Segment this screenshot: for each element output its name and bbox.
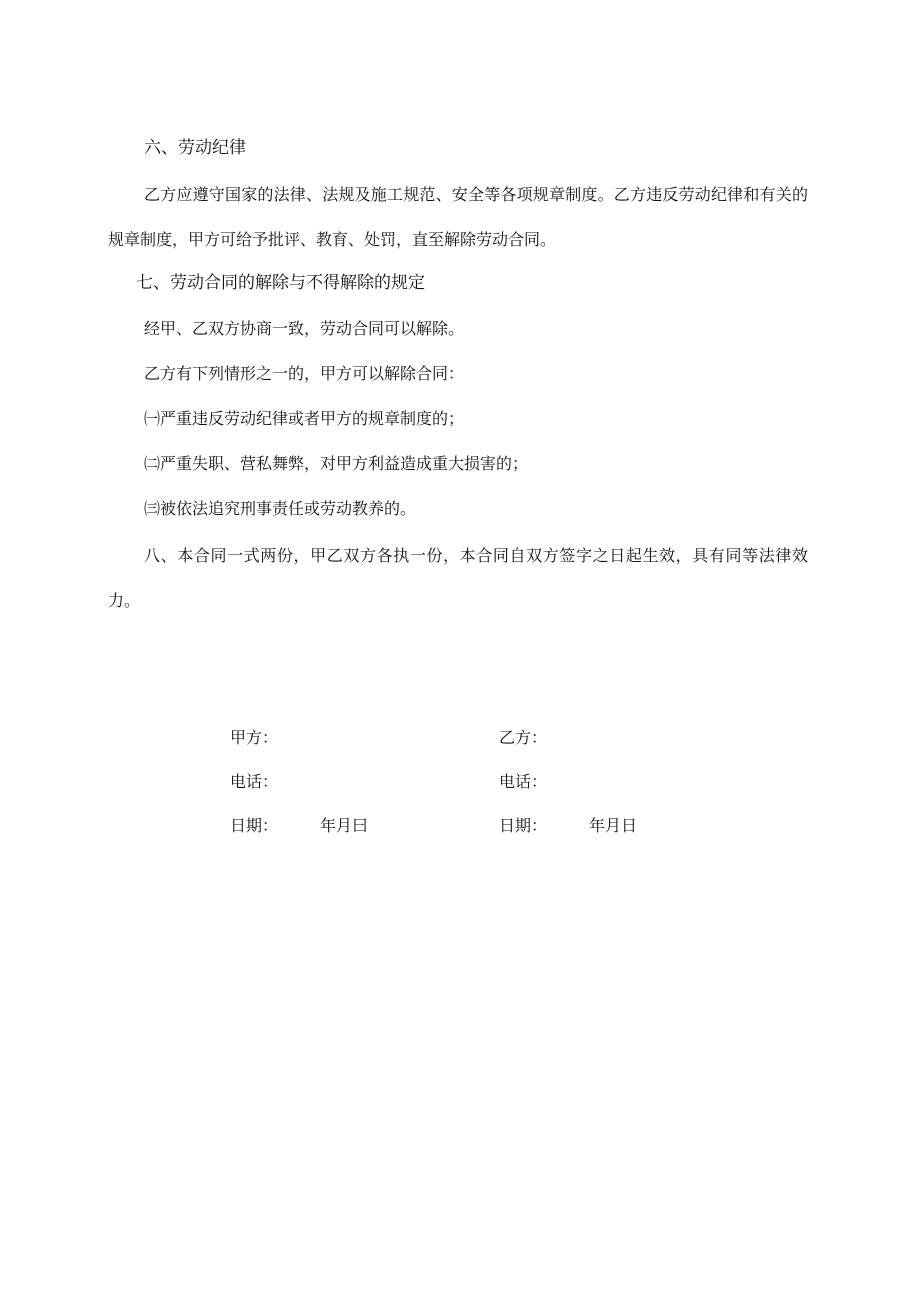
section-7-line-2: 乙方有下列情形之一的，甲方可以解除合同：	[144, 364, 465, 383]
section-7-item-1: ㈠严重违反劳动纪律或者甲方的规章制度的；	[144, 409, 465, 428]
section-6-heading: 六、劳动纪律	[144, 138, 246, 158]
party-b-date-value: 年月日	[589, 816, 638, 835]
section-7-heading: 七、劳动合同的解除与不得解除的规定	[136, 273, 425, 293]
section-6-paragraph: 乙方应遵守国家的法律、法规及施工规范、安全等各项规章制度。乙方违反劳动纪律和有关的规章制度，甲方可给予批评、教育、处罚，直至解除劳动合同。	[108, 185, 808, 249]
section-7-line-1: 经甲、乙双方协商一致，劳动合同可以解除。	[144, 319, 465, 338]
party-b-label: 乙方：	[499, 728, 548, 747]
party-a-date-value: 年月曰	[320, 816, 369, 835]
section-7-item-2: ㈡严重失职、营私舞弊，对甲方利益造成重大损害的；	[144, 454, 529, 473]
party-a-label: 甲方：	[230, 728, 279, 747]
section-7-item-3: ㈢被依法追究刑事责任或劳动教养的。	[144, 499, 417, 518]
party-a-phone-label: 电话：	[230, 772, 279, 791]
party-b-phone-label: 电话：	[499, 772, 548, 791]
section-8-paragraph: 八、本合同一式两份，甲乙双方各执一份，本合同自双方签字之日起生效，具有同等法律效力。	[108, 546, 808, 610]
party-b-date-label: 日期：	[499, 816, 548, 835]
party-a-date-label: 日期：	[230, 816, 279, 835]
